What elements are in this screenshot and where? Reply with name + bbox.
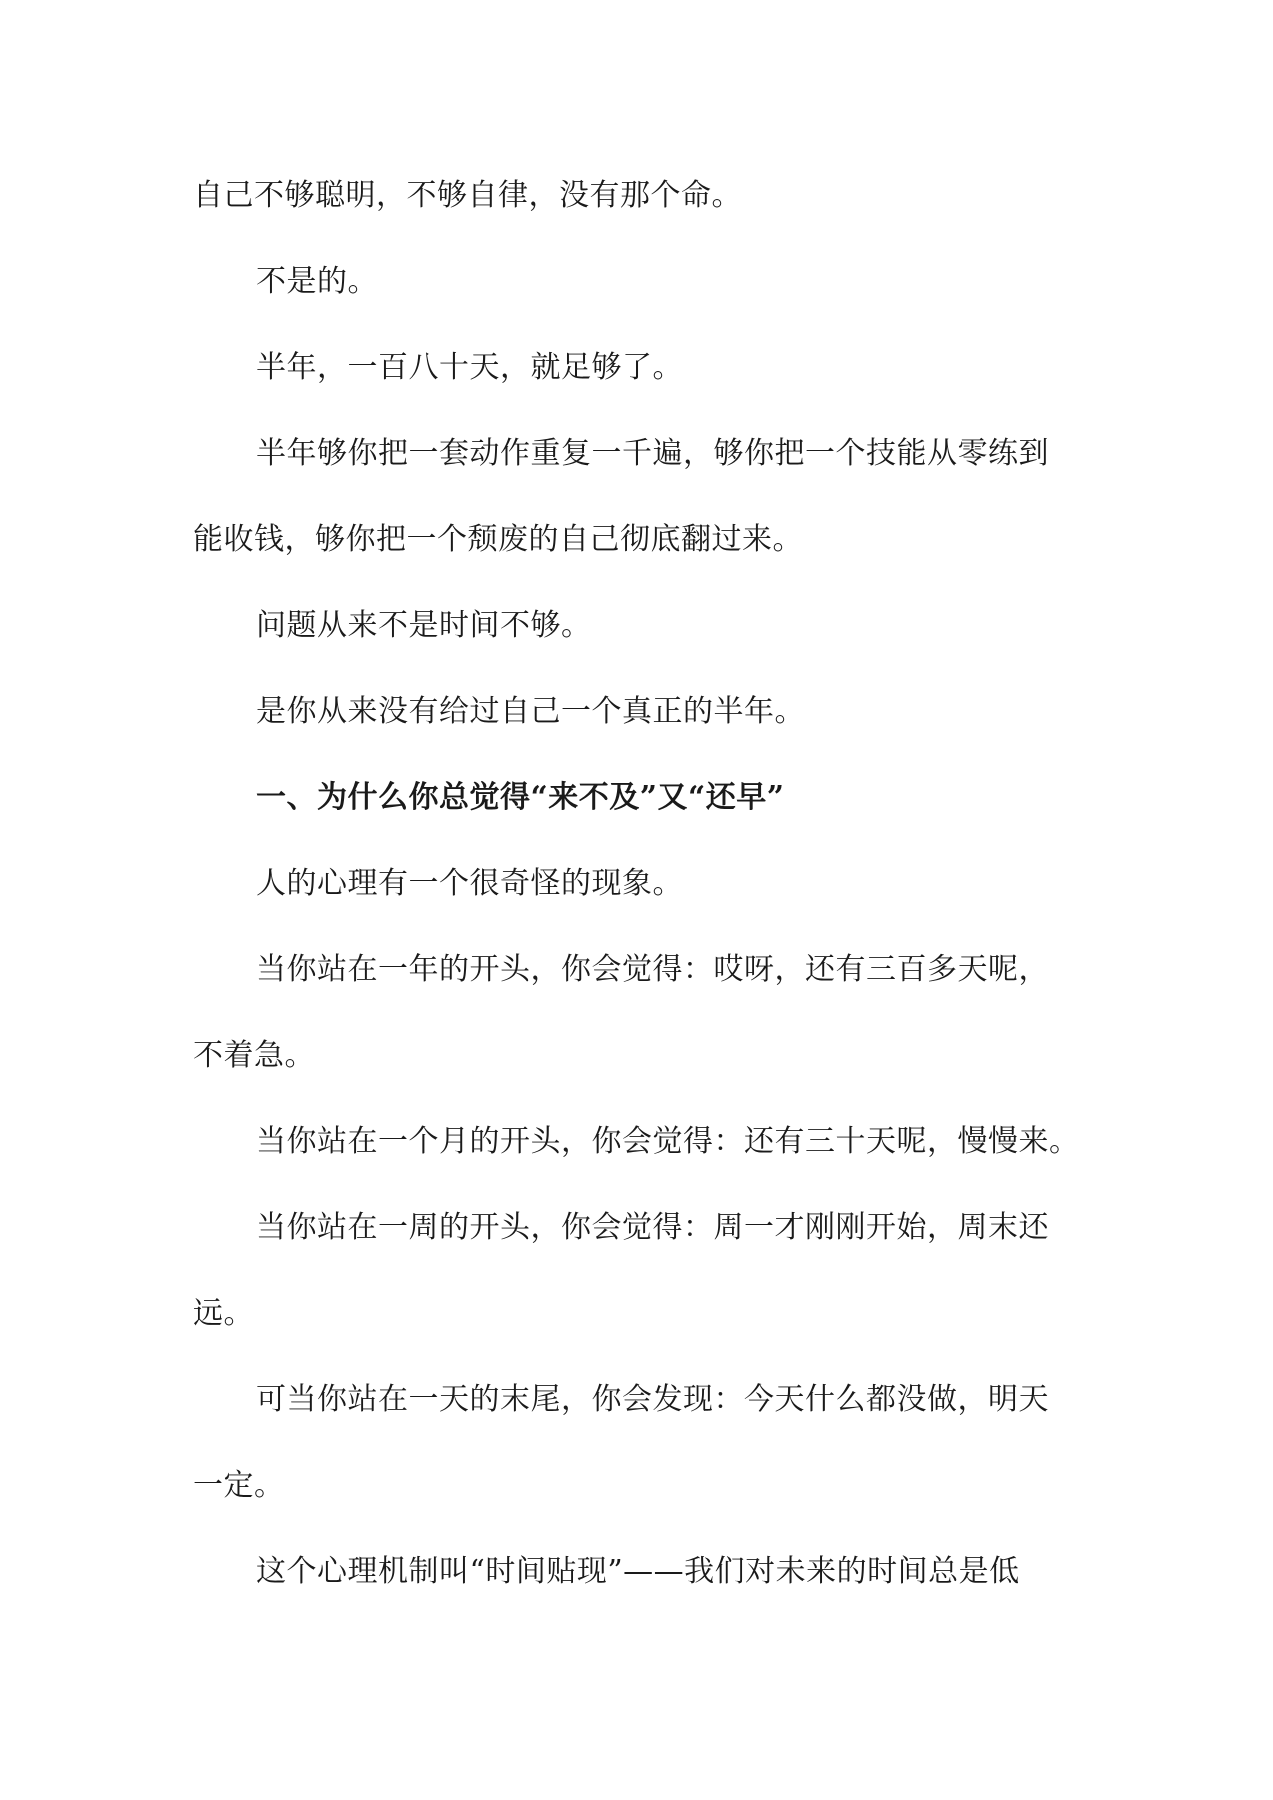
text-line: 这个心理机制叫“时间贴现”——我们对未来的时间总是低 — [256, 1554, 1020, 1589]
text-line: 当你站在一个月的开头，你会觉得：还有三十天呢，慢慢来。 — [256, 1124, 1080, 1159]
text-line: 自己不够聪明，不够自律，没有那个命。 — [193, 178, 742, 213]
text-line: 一定。 — [193, 1468, 285, 1503]
text-line: 半年够你把一套动作重复一千遍，够你把一个技能从零练到 — [256, 436, 1049, 471]
text-line: 是你从来没有给过自己一个真正的半年。 — [256, 694, 805, 729]
text-line: 当你站在一年的开头，你会觉得：哎呀，还有三百多天呢， — [256, 952, 1049, 987]
text-line: 可当你站在一天的末尾，你会发现：今天什么都没做，明天 — [256, 1382, 1049, 1417]
section-heading: 一、为什么你总觉得“来不及”又“还早” — [256, 780, 785, 815]
text-line: 不是的。 — [256, 264, 378, 299]
text-line: 不着急。 — [193, 1038, 315, 1073]
text-line: 问题从来不是时间不够。 — [256, 608, 592, 643]
text-line: 远。 — [193, 1296, 254, 1331]
text-line: 半年，一百八十天，就足够了。 — [256, 350, 683, 385]
text-line: 能收钱，够你把一个颓废的自己彻底翻过来。 — [193, 522, 803, 557]
text-line: 人的心理有一个很奇怪的现象。 — [256, 866, 683, 901]
text-line: 当你站在一周的开头，你会觉得：周一才刚刚开始，周末还 — [256, 1210, 1049, 1245]
